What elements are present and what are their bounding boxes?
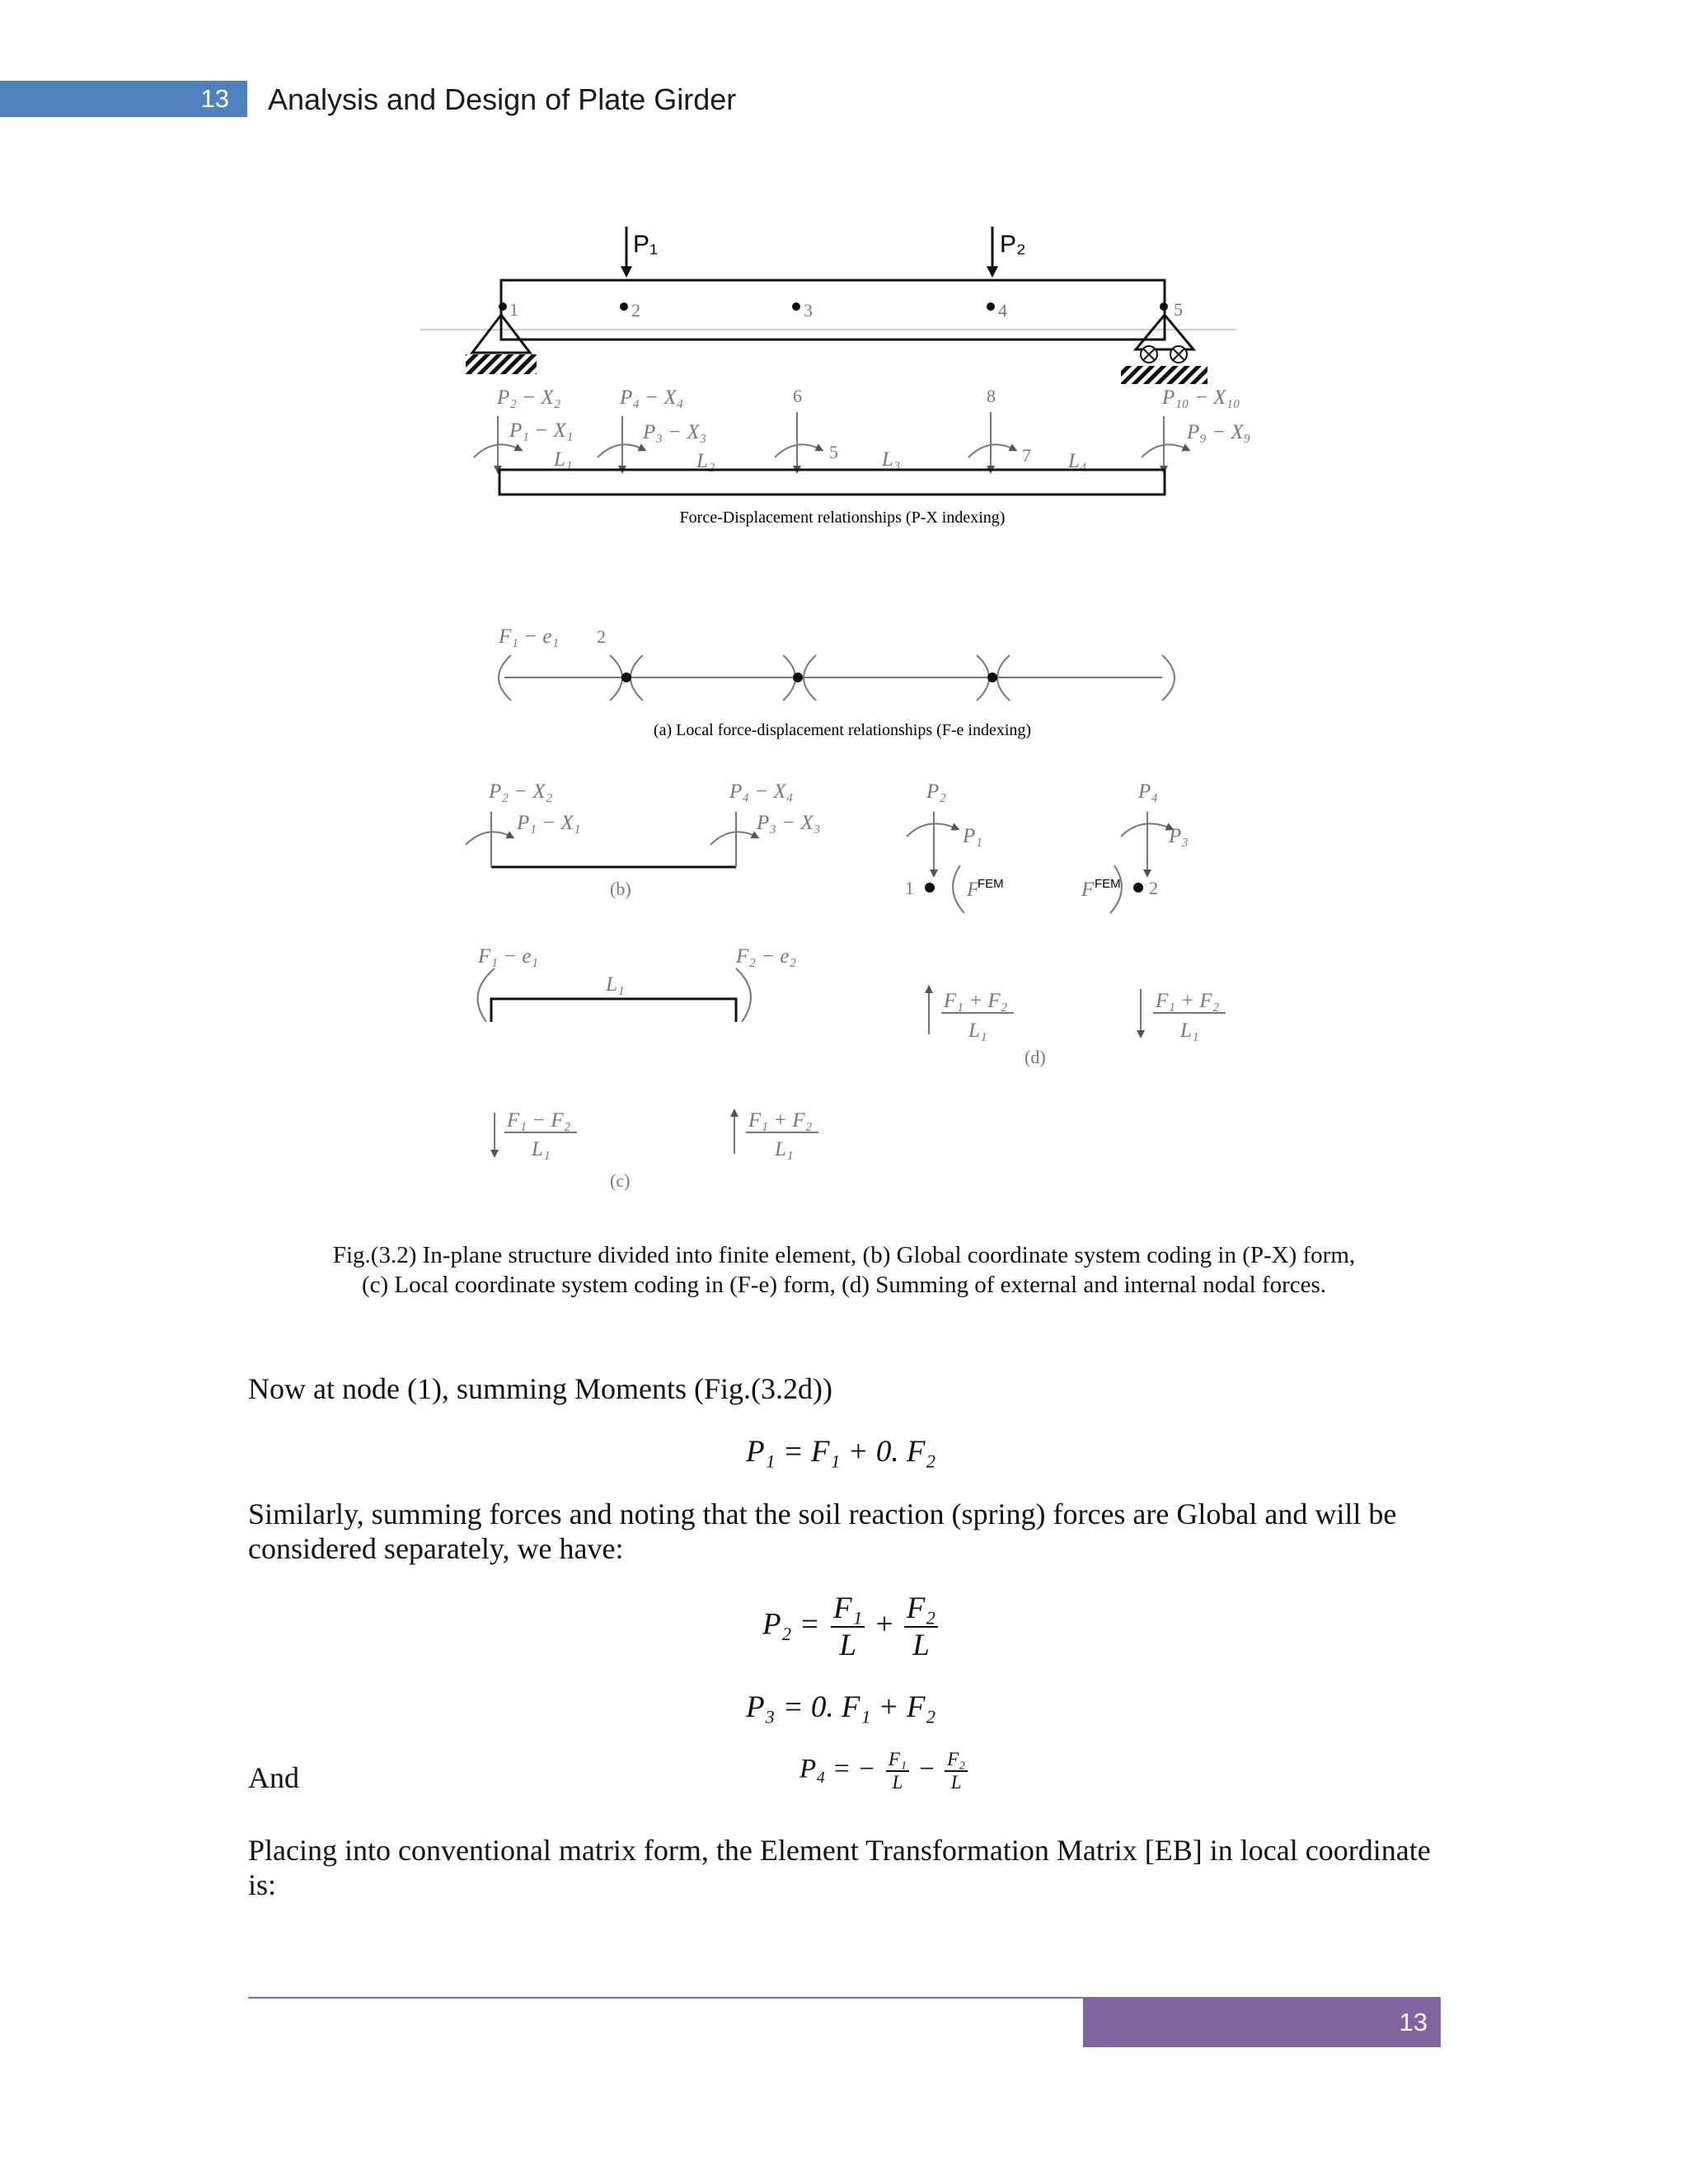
load-label-p2: P₂ bbox=[1000, 231, 1026, 258]
header-page-number: 13 bbox=[200, 84, 229, 113]
main-beam bbox=[420, 280, 1236, 340]
svg-text:P₄ − X₄: P₄ − X₄ bbox=[729, 780, 794, 803]
load-arrow-p2 bbox=[992, 227, 1026, 272]
paragraph-matrix-form: Placing into conventional matrix form, the Element Transformation Matrix [EB] in local coordinate is: bbox=[248, 1834, 1431, 1901]
node-8-label: 8 bbox=[987, 386, 996, 406]
panel-b bbox=[466, 780, 820, 899]
footer-page-number: 13 bbox=[1399, 2008, 1428, 2036]
eq4-num-1: F₁ bbox=[886, 1749, 909, 1772]
eq2-den-2: L bbox=[912, 1629, 930, 1662]
global-label-p3x3: P₃ − X₃ bbox=[643, 421, 707, 443]
svg-text:(b): (b) bbox=[610, 879, 631, 899]
svg-text:(c): (c) bbox=[610, 1170, 631, 1191]
caption-top: Force-Displacement relationships (P-X indexing) bbox=[679, 509, 1006, 527]
load-arrow-p1 bbox=[626, 227, 658, 272]
eq2-lhs: P₂ = bbox=[762, 1607, 820, 1642]
local-node-2: 2 bbox=[597, 626, 606, 647]
label-and: And bbox=[248, 1761, 299, 1794]
svg-text:F₁ + F₂: F₁ + F₂ bbox=[748, 1109, 813, 1132]
svg-text:(d): (d) bbox=[1025, 1047, 1046, 1067]
px-indexing bbox=[474, 386, 1250, 494]
eq2-op: + bbox=[875, 1607, 893, 1642]
svg-text:P₃: P₃ bbox=[1169, 825, 1189, 847]
eq4-den-2: L bbox=[950, 1772, 962, 1793]
svg-text:P₂: P₂ bbox=[926, 780, 946, 803]
svg-text:F₁ + F₂: F₁ + F₂ bbox=[944, 990, 1008, 1012]
beam-nodes bbox=[499, 299, 1183, 321]
node-2-label: 2 bbox=[631, 300, 640, 321]
svg-text:L₁: L₁ bbox=[968, 1019, 987, 1042]
svg-text:2: 2 bbox=[1149, 878, 1158, 898]
panel-c bbox=[477, 945, 818, 1191]
global-label-p1x1: P₁ − X₁ bbox=[509, 419, 574, 442]
svg-text:L₁: L₁ bbox=[532, 1138, 551, 1160]
node-3-label: 3 bbox=[804, 300, 813, 321]
global-label-p9x9: P₉ − X₉ bbox=[1187, 421, 1251, 443]
span-label-l2: L₂ bbox=[696, 450, 715, 472]
node-1-label: 1 bbox=[509, 299, 518, 320]
global-label-p4x4: P₄ − X₄ bbox=[620, 387, 684, 409]
span-label-l4: L₄ bbox=[1068, 450, 1087, 472]
equation-p3: P₃ = 0. F₁ + F₂ bbox=[746, 1690, 936, 1724]
svg-text:P₁: P₁ bbox=[963, 825, 982, 847]
node-7-label: 7 bbox=[1022, 445, 1031, 466]
equation-p2 bbox=[762, 1591, 941, 1663]
svg-text:F₂ − e₂: F₂ − e₂ bbox=[736, 945, 797, 968]
svg-text:FEM: FEM bbox=[1095, 877, 1121, 891]
svg-text:P₁ − X₁: P₁ − X₁ bbox=[517, 812, 581, 834]
eq2-num-2: F₂ bbox=[904, 1591, 938, 1628]
load-label-p1: P₁ bbox=[633, 231, 659, 258]
local-fe-row bbox=[498, 626, 1175, 701]
figure-caption-line-2: (c) Local coordinate system coding in (F-e) form, (d) Summing of external and internal nodal forces. bbox=[361, 1272, 1327, 1298]
svg-text:1: 1 bbox=[905, 878, 914, 898]
eq4-op: − bbox=[919, 1754, 935, 1784]
span-label-l1: L₁ bbox=[554, 448, 573, 471]
svg-text:FEM: FEM bbox=[978, 877, 1004, 891]
svg-text:F₁ − F₂: F₁ − F₂ bbox=[507, 1109, 571, 1132]
svg-text:F₁ − e₁: F₁ − e₁ bbox=[478, 945, 539, 968]
svg-text:F: F bbox=[967, 879, 980, 901]
header-title: Analysis and Design of Plate Girder bbox=[268, 82, 737, 116]
global-label-p2x2: P₂ − X₂ bbox=[497, 387, 561, 409]
svg-text:L₁: L₁ bbox=[775, 1138, 794, 1160]
eq4-num-2: F₂ bbox=[945, 1749, 968, 1772]
figure-caption-line-1: Fig.(3.2) In-plane structure divided into finite element, (b) Global coordinate system coding in (P-X) form, bbox=[332, 1242, 1356, 1268]
equation-p4 bbox=[799, 1749, 971, 1793]
local-label-f1e1: F₁ − e₁ bbox=[499, 626, 560, 648]
paragraph-summing-forces: Similarly, summing forces and noting that the soil reaction (spring) forces are Global and will be considered separately, we have: bbox=[248, 1497, 1397, 1565]
equation-p1: P₁ = F₁ + 0. F₂ bbox=[746, 1435, 936, 1469]
eq2-den-1: L bbox=[839, 1629, 856, 1662]
global-label-p10x10: P₁₀ − X₁₀ bbox=[1162, 387, 1240, 409]
node-4-label: 4 bbox=[998, 300, 1007, 321]
span-label-l3: L₃ bbox=[882, 448, 901, 471]
svg-text:P₃ − X₃: P₃ − X₃ bbox=[757, 812, 821, 834]
node-5b-label: 5 bbox=[829, 442, 838, 462]
svg-text:P₂ − X₂: P₂ − X₂ bbox=[489, 780, 553, 803]
panel-d bbox=[905, 780, 1226, 1067]
svg-text:L₁: L₁ bbox=[606, 973, 625, 996]
svg-text:F₁ + F₂: F₁ + F₂ bbox=[1156, 990, 1220, 1012]
svg-text:F: F bbox=[1081, 879, 1095, 901]
eq4-den-1: L bbox=[892, 1772, 903, 1793]
svg-text:L₁: L₁ bbox=[1180, 1019, 1199, 1042]
node-6-label: 6 bbox=[793, 386, 802, 406]
caption-a: (a) Local force-displacement relationships (F-e indexing) bbox=[653, 721, 1032, 739]
svg-text:P₄: P₄ bbox=[1138, 780, 1158, 803]
eq4-lhs: P₄ = − bbox=[799, 1754, 876, 1784]
eq2-num-1: F₁ bbox=[831, 1591, 865, 1628]
node-5-label: 5 bbox=[1174, 299, 1183, 320]
paragraph-node-moments: Now at node (1), summing Moments (Fig.(3.2d)) bbox=[248, 1372, 832, 1405]
